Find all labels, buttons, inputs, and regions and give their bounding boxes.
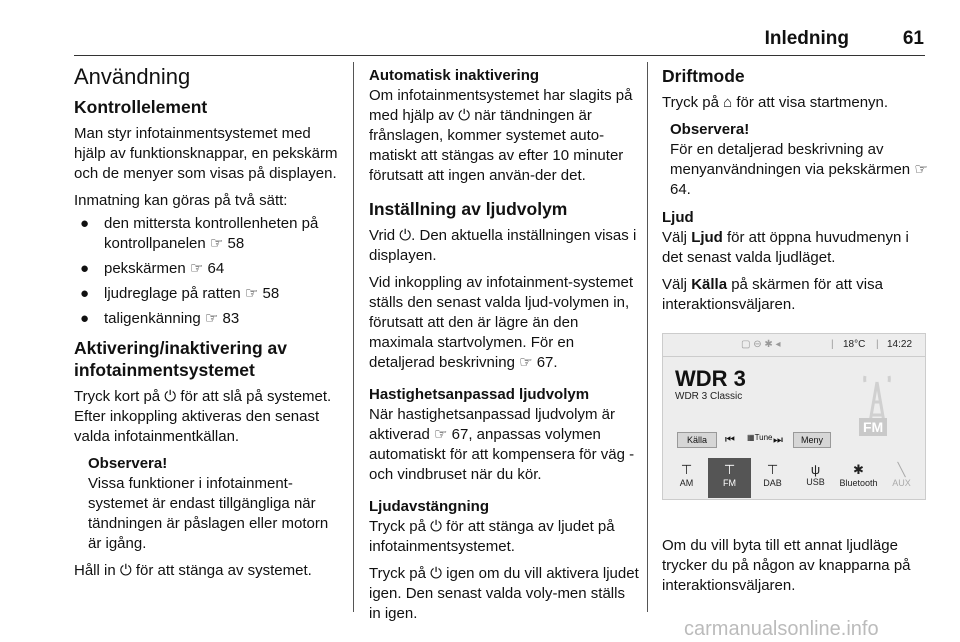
paragraph: Vid inkoppling av infotainment-systemet ställs den senast valda ljud-volymen in, förutsatt att den är lägre än den maximala startvolymen. För en detaljerad beskrivning ☞ 67.: [369, 274, 634, 371]
list-item: ● den mittersta kontrollenheten på kontrollpanelen ☞ 58: [80, 215, 319, 252]
paragraph: Om infotainmentsystemet har slagits på med hjälp av ⏻ när tändningen är frånslagen, kommer systemet auto-matiskt att stängas av efter 10 minuter förutsatt att ingen använ-der det.: [369, 87, 633, 184]
paragraph: Inmatning kan göras på två sätt:: [74, 192, 288, 209]
paragraph: Man styr infotainmentsystemet med hjälp av funktionsknappar, en pekskärm och de menyer som visas på displayen.: [74, 125, 338, 182]
watermark: carmanualsonline.info: [684, 618, 879, 640]
aux-icon: ╲: [897, 462, 906, 477]
status-icons: ▢ ⊖ ✱ ◂: [741, 339, 781, 350]
menu-button[interactable]: Meny: [793, 432, 831, 448]
next-icon[interactable]: ⏭: [773, 434, 783, 446]
paragraph: När hastighetsanpassad ljudvolym är aktiverad ☞ 67, anpassas volymen automatiskt för att kompensera för väg - och vindbruset när du kör.: [369, 406, 635, 483]
paragraph: Tryck på ⏻ för att stänga av ljudet på infotainmentsystemet.: [369, 518, 615, 555]
source-button[interactable]: Källa: [677, 432, 717, 448]
clock: 14:22: [887, 339, 913, 350]
page-header: [74, 28, 924, 54]
list-item: ● ljudreglage på ratten ☞ 58: [80, 285, 280, 302]
note-text: För en detaljerad beskrivning av menyanvändningen via pekskärmen ☞ 64.: [670, 141, 928, 198]
temperature: 18°C: [843, 339, 866, 350]
paragraph: Välj Källa på skärmen för att visa interaktionsväljaren.: [662, 276, 883, 313]
section-heading-controls: Kontrollelement: [74, 97, 208, 117]
previous-icon[interactable]: ⏮: [725, 434, 735, 446]
source-usb[interactable]: ψ USB: [794, 458, 837, 498]
source-fm[interactable]: ⊤ FM: [708, 458, 751, 498]
paragraph: Vrid ⏻. Den aktuella inställningen visas i displayen.: [369, 227, 637, 264]
tune-button[interactable]: ▦Tune: [747, 433, 773, 442]
paragraph: Håll in ⏻ för att stänga av systemet.: [74, 562, 312, 579]
antenna-icon: ⊤: [723, 462, 736, 477]
source-bluetooth[interactable]: ✱ Bluetooth: [837, 458, 880, 498]
fm-logo: FM: [859, 418, 887, 436]
source-aux[interactable]: ╲ AUX: [880, 458, 923, 498]
screen-status-bar: ▢ ⊖ ✱ ◂ | 18°C | 14:22: [663, 334, 925, 357]
paragraph: Tryck på ⏻ igen om du vill aktivera ljudet igen. Den senast valda voly-men ställs in igen.: [369, 565, 639, 622]
subheading-speed-volume: Hastighetsanpassad ljudvolym: [369, 386, 590, 403]
station-subtitle: WDR 3 Classic: [675, 391, 743, 402]
source-am[interactable]: ⊤ AM: [665, 458, 708, 498]
subheading-auto-off: Automatisk inaktivering: [369, 67, 540, 84]
source-dab[interactable]: ⊤ DAB: [751, 458, 794, 498]
station-name: WDR 3: [675, 366, 746, 391]
column-3: [662, 62, 930, 322]
section-heading-activation: Aktivering/inaktivering av infotainmentsystemet: [74, 338, 287, 380]
infotainment-screen-illustration: [662, 333, 926, 500]
paragraph: Tryck på ⌂ för att visa startmenyn.: [662, 94, 889, 111]
antenna-icon: ⊤: [766, 462, 779, 477]
note-title: Observera!: [670, 121, 750, 138]
subheading-audio: Ljud: [662, 209, 694, 226]
note-box: [88, 454, 342, 554]
note-title: Observera!: [88, 455, 168, 472]
header-title: Inledning: [764, 28, 849, 49]
page-number: 61: [902, 28, 924, 49]
screen-caption: Om du vill byta till ett annat ljudläge trycker du på någon av knapparna på interaktionsväljaren.: [662, 537, 911, 594]
list-item: ● pekskärmen ☞ 64: [80, 260, 225, 277]
column-divider-1: [353, 62, 354, 612]
input-methods-list: [74, 214, 342, 329]
subheading-mute: Ljudavstängning: [369, 498, 489, 515]
main-heading: Användning: [74, 64, 191, 89]
antenna-icon: ⊤: [680, 462, 693, 477]
list-item: ● taligenkänning ☞ 83: [80, 310, 240, 327]
column-divider-2: [647, 62, 648, 612]
bluetooth-icon: ✱: [853, 462, 864, 477]
section-heading-mode: Driftmode: [662, 66, 745, 86]
usb-icon: ψ: [810, 462, 821, 477]
column-2: [369, 62, 639, 631]
header-rule: [74, 55, 925, 56]
note-box: [670, 120, 930, 200]
column-1: [74, 62, 342, 588]
paragraph: Tryck kort på ⏻ för att slå på systemet. Efter inkoppling aktiveras den senast valda infotainmentkällan.: [74, 388, 332, 445]
paragraph: Välj Ljud för att öppna huvudmenyn i det senast valda ljudläget.: [662, 229, 909, 266]
note-text: Vissa funktioner i infotainment-systemet är endast tillgängliga när tändningen är påslagen eller motorn är igång.: [88, 475, 329, 552]
section-heading-volume: Inställning av ljudvolym: [369, 199, 568, 219]
